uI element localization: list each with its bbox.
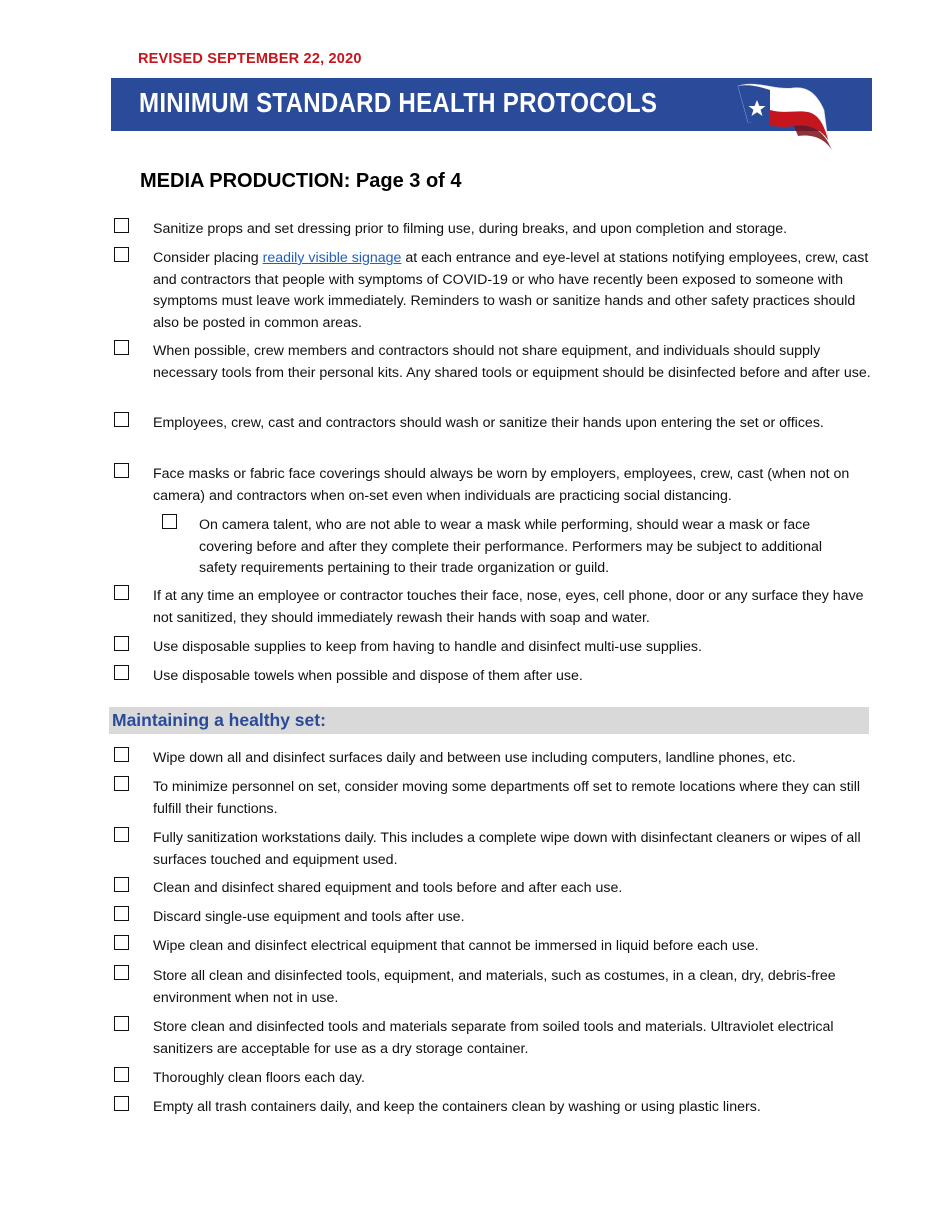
item-text: Sanitize props and set dressing prior to filming use, during breaks, and upon completion and storage. bbox=[153, 221, 788, 237]
item-text: Store all clean and disinfected tools, equipment, and materials, such as costumes, in a clean, dry, debris-free environment when not in use. bbox=[153, 968, 836, 1006]
item-text: Store clean and disinfected tools and materials separate from soiled tools and materials. Ultraviolet electrical sanitizers are acceptable for use as a dry storage container. bbox=[153, 1019, 834, 1057]
item-text: Face masks or fabric face coverings should always be worn by employers, employees, crew, cast (when not on camera) and contractors when on-set even when individuals are practicing social distancing. bbox=[153, 466, 850, 504]
checkbox[interactable] bbox=[114, 776, 129, 791]
revised-date: REVISED SEPTEMBER 22, 2020 bbox=[138, 51, 362, 67]
item-text: Use disposable supplies to keep from having to handle and disinfect multi-use supplies. bbox=[153, 639, 702, 655]
checkbox[interactable] bbox=[114, 218, 129, 233]
checkbox[interactable] bbox=[114, 340, 129, 355]
item-text: To minimize personnel on set, consider moving some departments off set to remote locations where they can still fulfill their functions. bbox=[153, 779, 861, 817]
checkbox[interactable] bbox=[114, 247, 129, 262]
checkbox[interactable] bbox=[114, 665, 129, 680]
item-text-after: at each entrance and eye-level at stations notifying employees, crew, cast and contractors that people with symptoms of COVID-19 or who have recently been exposed to someone with symptoms must leave work immediately. Reminders to wash or sanitize hands and other safety practices should also be posted in common areas. bbox=[153, 250, 869, 331]
item-text bbox=[153, 248, 871, 334]
checkbox[interactable] bbox=[114, 636, 129, 651]
banner-title: MINIMUM STANDARD HEALTH PROTOCOLS bbox=[139, 87, 658, 118]
item-text: Employees, crew, cast and contractors should wash or sanitize their hands upon entering the set or offices. bbox=[153, 415, 824, 431]
checkbox[interactable] bbox=[114, 965, 129, 980]
checkbox[interactable] bbox=[114, 463, 129, 478]
signage-link[interactable]: readily visible signage bbox=[262, 250, 402, 266]
item-text: Wipe down all and disinfect surfaces daily and between use including computers, landline phones, etc. bbox=[153, 750, 796, 766]
section-title: Maintaining a healthy set: bbox=[112, 710, 326, 730]
item-text: Thoroughly clean floors each day. bbox=[153, 1070, 365, 1086]
item-text: Clean and disinfect shared equipment and tools before and after each use. bbox=[153, 880, 623, 896]
checkbox[interactable] bbox=[114, 935, 129, 950]
checkbox[interactable] bbox=[114, 585, 129, 600]
checkbox[interactable] bbox=[114, 827, 129, 842]
item-text: On camera talent, who are not able to wear a mask while performing, should wear a mask or face covering before and after they complete their performance. Performers may be subject to additional safety requirements pertaining to their trade organization or guild. bbox=[199, 517, 822, 577]
item-text: If at any time an employee or contractor touches their face, nose, eyes, cell phone, door or any surface they have not sanitized, they should immediately rewash their hands with soap and water. bbox=[153, 588, 864, 626]
item-text: When possible, crew members and contractors should not share equipment, and individuals should supply necessary tools from their personal kits. Any shared tools or equipment should be disinfected before and after use. bbox=[153, 343, 871, 381]
item-text: Fully sanitization workstations daily. This includes a complete wipe down with disinfectant cleaners or wipes of all surfaces touched and equipment used. bbox=[153, 830, 861, 868]
checkbox[interactable] bbox=[114, 1096, 129, 1111]
section-header bbox=[109, 707, 869, 734]
checkbox[interactable] bbox=[114, 412, 129, 427]
item-text: Discard single-use equipment and tools after use. bbox=[153, 909, 465, 925]
item-text: Empty all trash containers daily, and keep the containers clean by washing or using plastic liners. bbox=[153, 1099, 761, 1115]
page-title: MEDIA PRODUCTION: Page 3 of 4 bbox=[140, 170, 462, 192]
item-text: Use disposable towels when possible and dispose of them after use. bbox=[153, 668, 583, 684]
item-text: Wipe clean and disinfect electrical equipment that cannot be immersed in liquid before each use. bbox=[153, 938, 759, 954]
checkbox[interactable] bbox=[114, 906, 129, 921]
checkbox[interactable] bbox=[162, 514, 177, 529]
checkbox[interactable] bbox=[114, 1016, 129, 1031]
item-text-before: Consider placing bbox=[153, 250, 263, 266]
texas-flag-icon bbox=[736, 80, 836, 152]
checkbox[interactable] bbox=[114, 1067, 129, 1082]
checkbox[interactable] bbox=[114, 877, 129, 892]
checkbox[interactable] bbox=[114, 747, 129, 762]
